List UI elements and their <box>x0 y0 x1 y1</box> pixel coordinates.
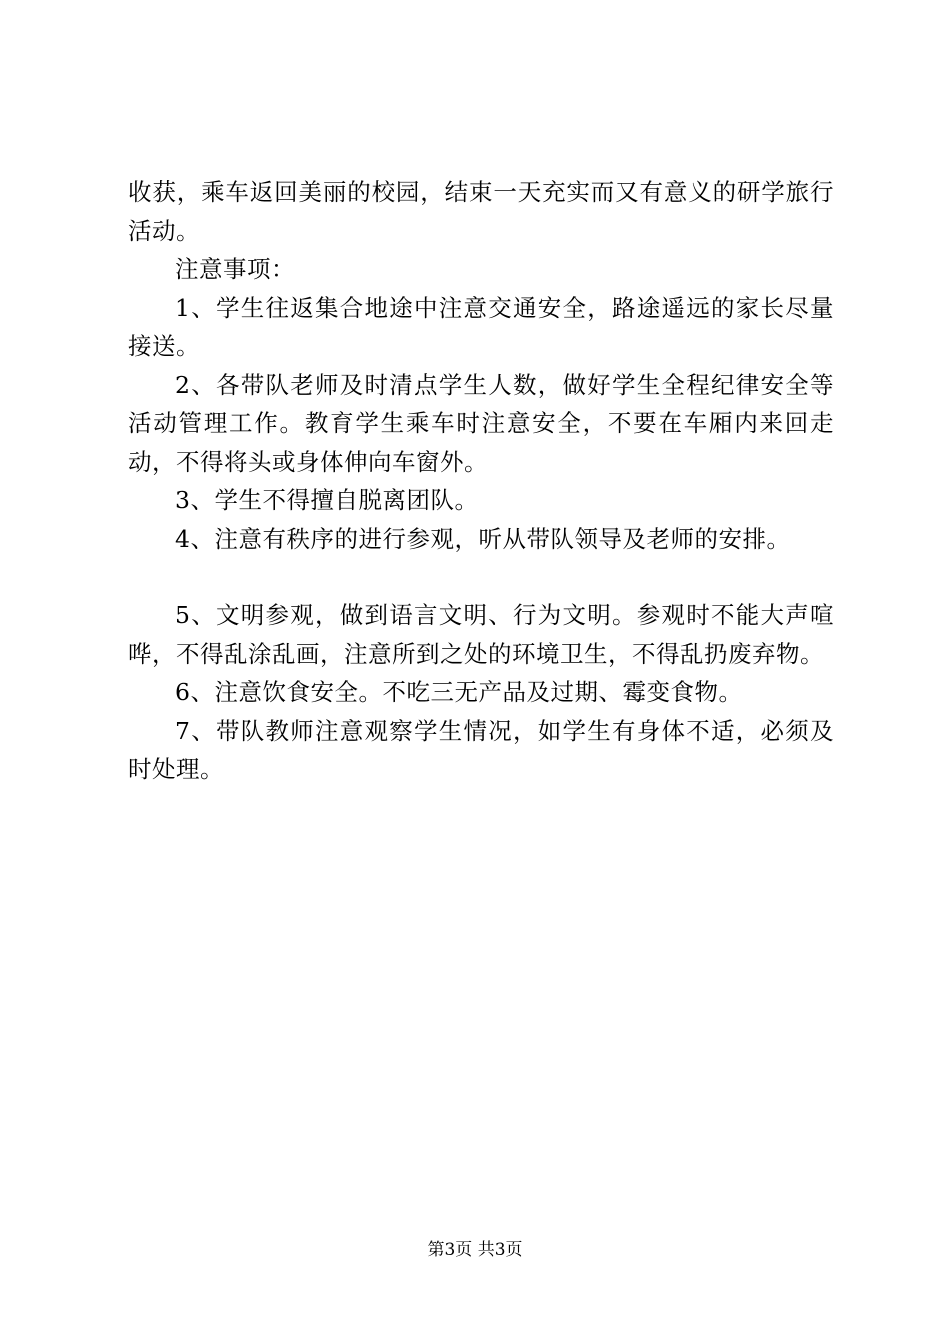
note-item-5: 5、文明参观，做到语言文明、行为文明。参观时不能大声喧哗，不得乱涂乱画，注意所到之处的环境卫生，不得乱扔废弃物。 <box>128 601 834 668</box>
page-footer <box>0 1238 950 1262</box>
page-number-label: 第3页 共3页 <box>427 1240 523 1260</box>
note-item-6: 6、注意饮食安全。不吃三无产品及过期、霉变食物。 <box>175 678 743 706</box>
note-item-3: 3、学生不得擅自脱离团队。 <box>175 486 479 514</box>
paragraph-continuation: 收获，乘车返回美丽的校园，结束一天充实而又有意义的研学旅行活动。 <box>128 178 834 245</box>
note-item-4: 4、注意有秩序的进行参观，听从带队领导及老师的安排。 <box>175 524 791 553</box>
notes-heading: 注意事项： <box>175 255 295 283</box>
note-item-1: 1、学生往返集合地途中注意交通安全，路途遥远的家长尽量接送。 <box>128 293 834 360</box>
note-item-7: 7、带队教师注意观察学生情况，如学生有身体不适，必须及时处理。 <box>128 716 834 783</box>
document-body <box>128 173 834 789</box>
note-item-2: 2、各带队老师及时清点学生人数，做好学生全程纪律安全等活动管理工作。教育学生乘车时注意安全，不要在车厢内来回走动，不得将头或身体伸向车窗外。 <box>128 370 834 476</box>
